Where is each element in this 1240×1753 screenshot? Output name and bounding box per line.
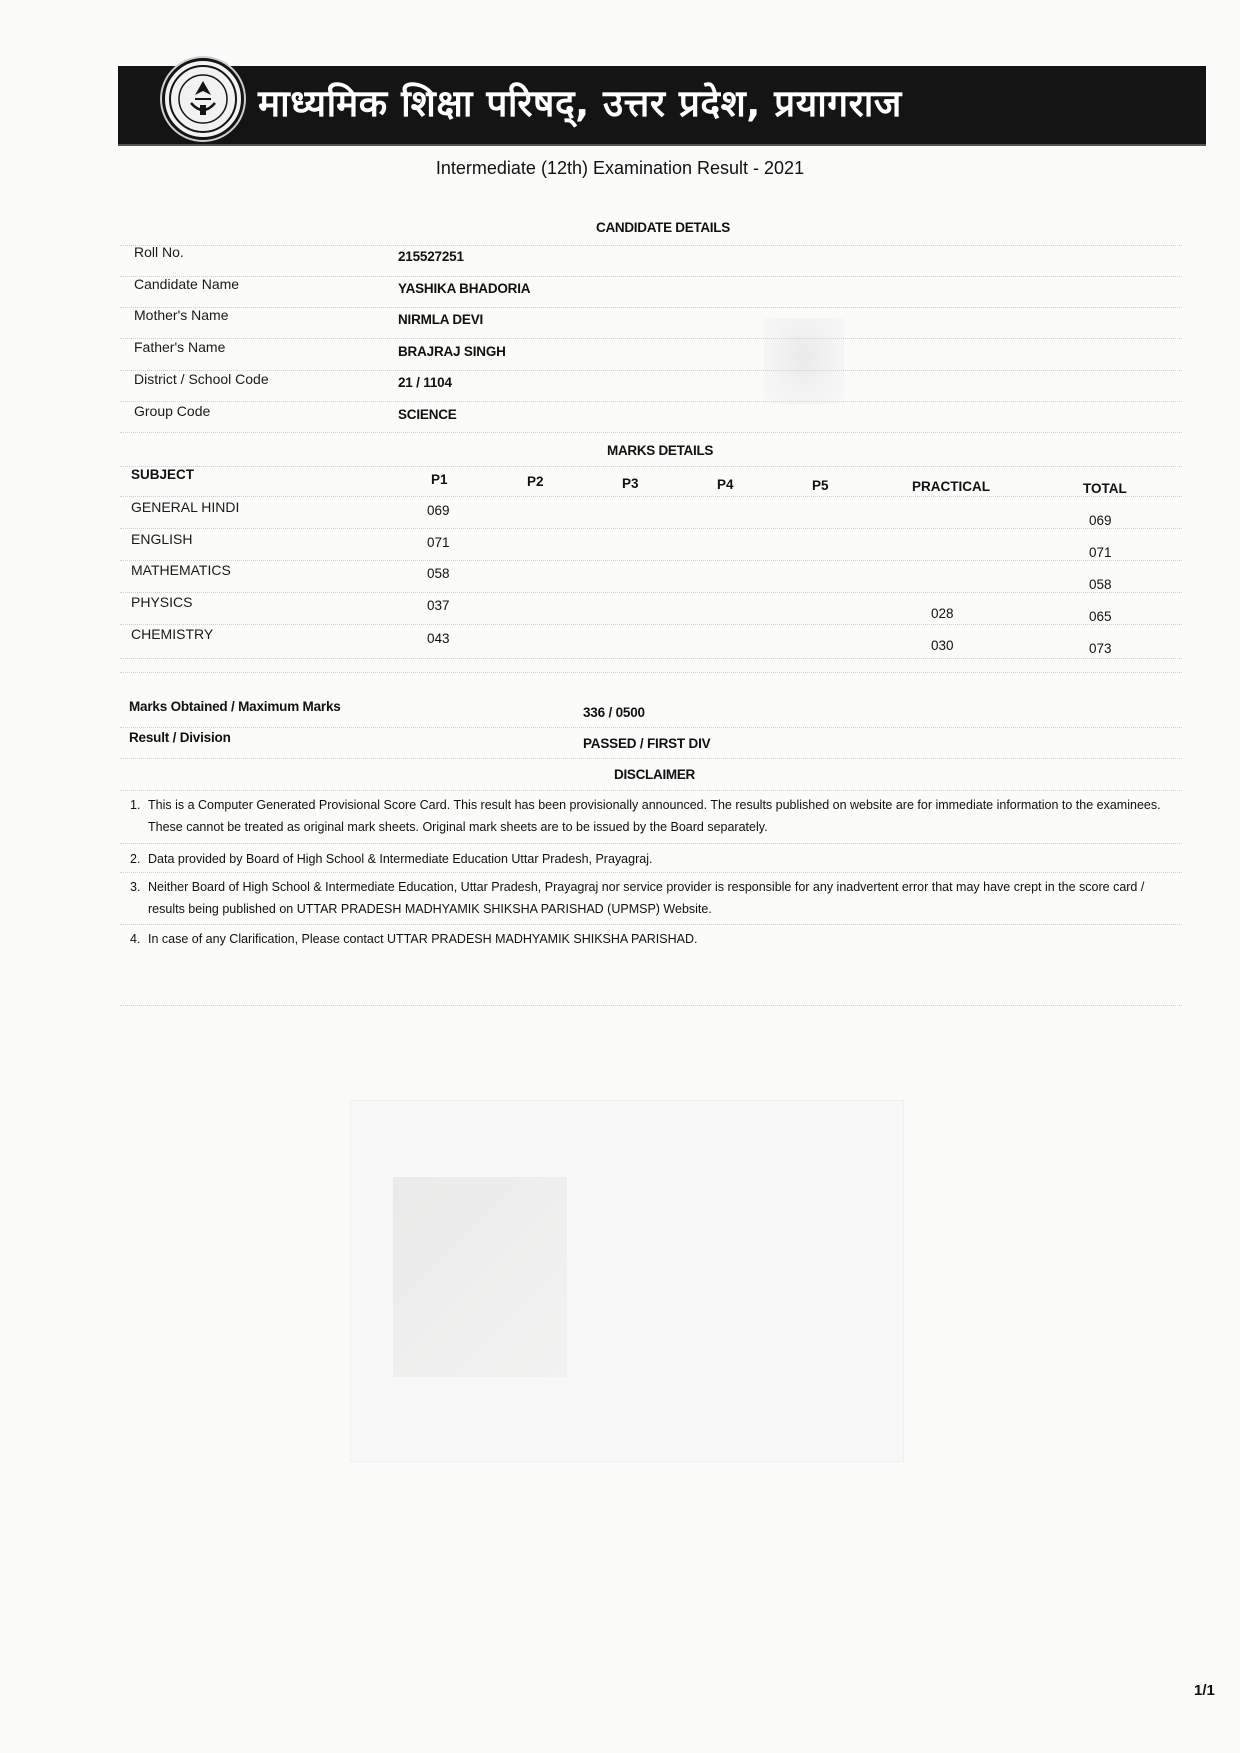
practical-physics: 028 — [931, 606, 954, 621]
mothers-name-value: NIRMLA DEVI — [398, 312, 484, 327]
candidate-details-title: CANDIDATE DETAILS — [596, 220, 730, 235]
district-school-label: District / School Code — [134, 371, 269, 387]
roll-no-label: Roll No. — [134, 244, 184, 260]
fathers-name-value: BRAJRAJ SINGH — [398, 344, 506, 359]
fathers-name-label: Father's Name — [134, 339, 226, 355]
exam-title: Intermediate (12th) Examination Result - 2021 — [435, 158, 805, 178]
col-p5-header: P5 — [812, 478, 829, 493]
disclaimer-title: DISCLAIMER — [614, 767, 695, 782]
total-english: 071 — [1089, 545, 1112, 560]
faint-reverse-impression — [350, 1100, 904, 1462]
subject-english: ENGLISH — [131, 531, 193, 547]
col-practical-header: PRACTICAL — [912, 479, 990, 494]
p1-physics: 037 — [427, 598, 450, 613]
disclaimer-item: 4. In case of any Clarification, Please contact UTTAR PRADESH MADHYAMIK SHIKSHA PARISHAD. — [130, 932, 698, 946]
total-general-hindi: 069 — [1089, 513, 1112, 528]
col-p1-header: P1 — [431, 472, 448, 487]
subject-mathematics: MATHEMATICS — [131, 562, 231, 578]
marks-details-title: MARKS DETAILS — [607, 443, 714, 458]
disclaimer-item: 2. Data provided by Board of High School & Intermediate Education Uttar Pradesh, Prayagraj. — [130, 852, 653, 866]
board-title: माध्यमिक शिक्षा परिषद्, उत्तर प्रदेश, प्रयागराज — [258, 82, 902, 125]
faint-photo-impression — [764, 318, 844, 404]
total-mathematics: 058 — [1089, 577, 1112, 592]
subject-chemistry: CHEMISTRY — [131, 626, 214, 642]
disclaimer-item: 3. Neither Board of High School & Intermediate Education, Uttar Pradesh, Prayagraj nor service provider is responsible for any inadvertent error that may have crept in the score card / results being published on UTTAR PRADESH MADHYAMIK SHIKSHA PARISHAD (UPMSP) Website. — [130, 880, 1145, 916]
col-p3-header: P3 — [622, 476, 639, 491]
marks-obtained-label: Marks Obtained / Maximum Marks — [129, 699, 341, 714]
mothers-name-label: Mother's Name — [134, 307, 229, 323]
board-seal-icon — [162, 58, 244, 140]
candidate-name-value: YASHIKA BHADORIA — [398, 281, 531, 296]
col-subject-header: SUBJECT — [131, 467, 195, 482]
district-school-value: 21 / 1104 — [398, 375, 452, 390]
group-code-label: Group Code — [134, 403, 211, 419]
result-division-value: PASSED / FIRST DIV — [583, 736, 711, 751]
disclaimer-item: 1. This is a Computer Generated Provisional Score Card. This result has been provisionally announced. The results published on website are for immediate information to the examinees. These cannot be treated as original mark sheets. Original mark sheets are to be issued by the Board separately. — [130, 798, 1161, 834]
roll-no-value: 215527251 — [398, 249, 464, 264]
subject-physics: PHYSICS — [131, 594, 193, 610]
p1-mathematics: 058 — [427, 566, 450, 581]
total-physics: 065 — [1089, 609, 1112, 624]
candidate-name-label: Candidate Name — [134, 276, 240, 292]
total-chemistry: 073 — [1089, 641, 1112, 656]
marks-obtained-value: 336 / 0500 — [583, 705, 645, 720]
p1-chemistry: 043 — [427, 631, 450, 646]
p1-general-hindi: 069 — [427, 503, 450, 518]
result-division-label: Result / Division — [129, 730, 231, 745]
subject-general-hindi: GENERAL HINDI — [131, 499, 240, 515]
group-code-value: SCIENCE — [398, 407, 457, 422]
p1-english: 071 — [427, 535, 450, 550]
col-p2-header: P2 — [527, 474, 544, 489]
col-p4-header: P4 — [717, 477, 734, 492]
col-total-header: TOTAL — [1083, 481, 1127, 496]
page-number: 1/1 — [1194, 1682, 1215, 1699]
practical-chemistry: 030 — [931, 638, 954, 653]
